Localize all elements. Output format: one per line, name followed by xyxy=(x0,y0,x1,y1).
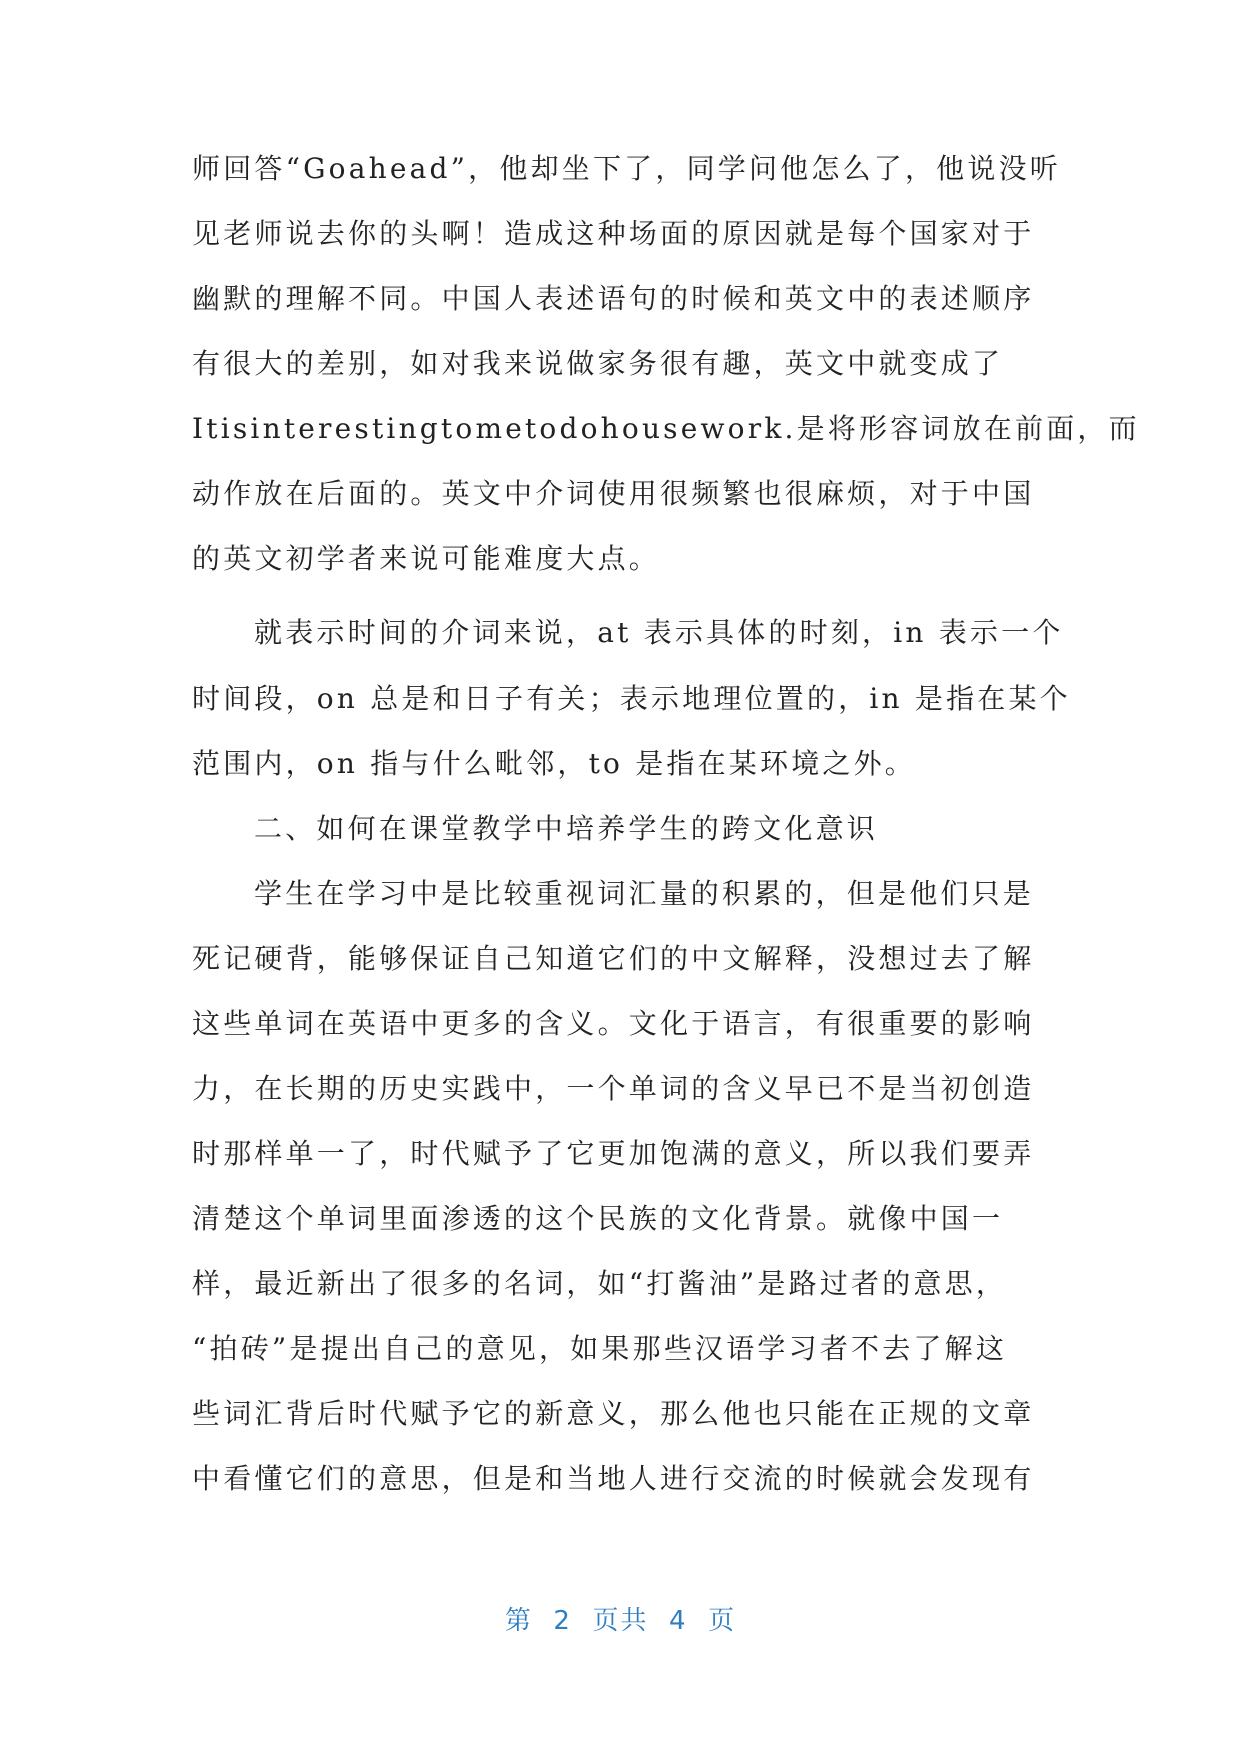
body-line: 样，最近新出了很多的名词，如“打酱油”是路过者的意思， xyxy=(192,1267,1008,1300)
body-line: Itisinterestingtometodohousework.是将形容词放在前面，而 xyxy=(192,412,1140,445)
body-line: 这些单词在英语中更多的含义。文化于语言，有很重要的影响 xyxy=(192,1007,1035,1040)
body-line: 学生在学习中是比较重视词汇量的积累的，但是他们只是 xyxy=(254,877,1035,910)
body-line: 有很大的差别，如对我来说做家务很有趣，英文中就变成了 xyxy=(192,347,1004,380)
body-line: 清楚这个单词里面渗透的这个民族的文化背景。就像中国一 xyxy=(192,1202,1004,1235)
body-line: 幽默的理解不同。中国人表述语句的时候和英文中的表述顺序 xyxy=(192,282,1035,315)
body-line: 时那样单一了，时代赋予了它更加饱满的意义，所以我们要弄 xyxy=(192,1137,1035,1170)
page-number-footer: 第 2 页共 4 页 xyxy=(504,1606,737,1636)
body-line: 力，在长期的历史实践中，一个单词的含义早已不是当初创造 xyxy=(192,1072,1035,1105)
body-line: 动作放在后面的。英文中介词使用很频繁也很麻烦，对于中国 xyxy=(192,477,1035,510)
body-line: 范围内，on 指与什么毗邻，to 是指在某环境之外。 xyxy=(192,747,917,780)
body-line: “拍砖”是提出自己的意见，如果那些汉语学习者不去了解这 xyxy=(192,1332,1008,1365)
body-line: 师回答“Goahead”，他却坐下了，同学问他怎么了，他说没听 xyxy=(192,152,1061,185)
body-line: 见老师说去你的头啊！造成这种场面的原因就是每个国家对于 xyxy=(192,217,1035,250)
body-line: 中看懂它们的意思，但是和当地人进行交流的时候就会发现有 xyxy=(192,1462,1035,1495)
section-heading: 二、如何在课堂教学中培养学生的跨文化意识 xyxy=(254,812,879,845)
body-line: 时间段，on 总是和日子有关；表示地理位置的，in 是指在某个 xyxy=(192,682,1071,715)
body-line: 就表示时间的介词来说，at 表示具体的时刻，in 表示一个 xyxy=(254,616,1064,649)
body-line: 的英文初学者来说可能难度大点。 xyxy=(192,542,661,575)
body-line: 些词汇背后时代赋予它的新意义，那么他也只能在正规的文章 xyxy=(192,1397,1035,1430)
body-line: 死记硬背，能够保证自己知道它们的中文解释，没想过去了解 xyxy=(192,942,1035,975)
